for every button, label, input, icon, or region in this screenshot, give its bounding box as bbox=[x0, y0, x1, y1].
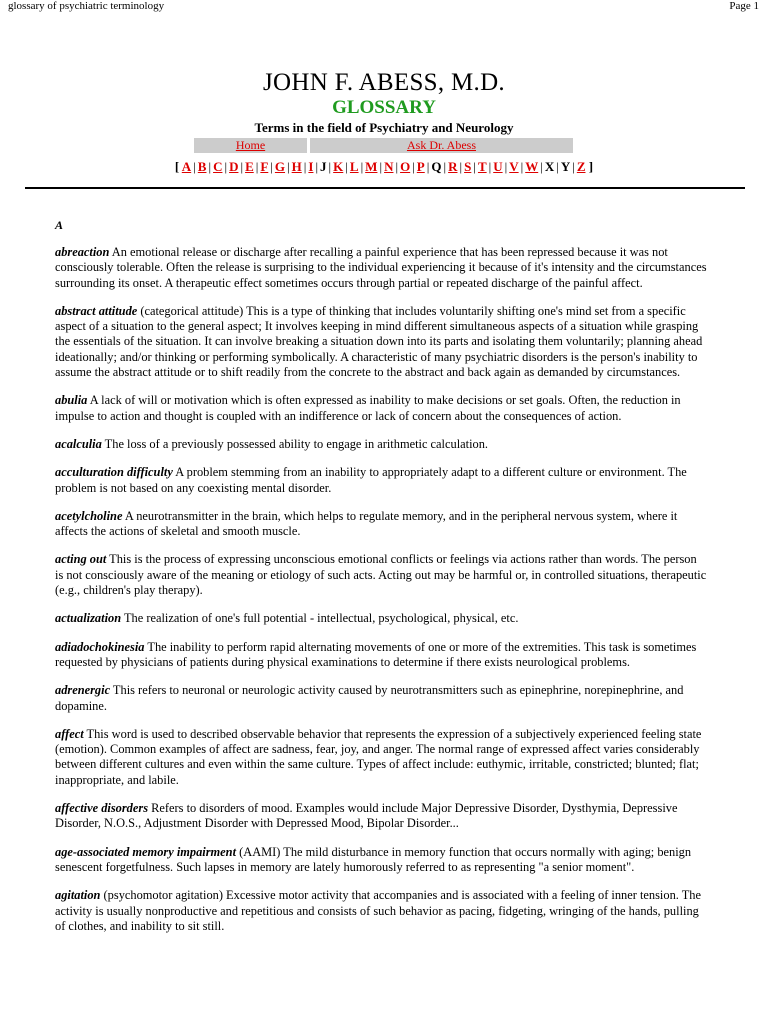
nav-home-cell bbox=[194, 138, 307, 153]
entry-term: acting out bbox=[55, 552, 107, 567]
nav-bar bbox=[194, 138, 574, 153]
ask-dr-abess-link[interactable]: Ask Dr. Abess bbox=[406, 138, 476, 152]
letter-p-link[interactable]: P bbox=[416, 159, 425, 174]
letter-v-link[interactable]: V bbox=[509, 159, 519, 174]
entry-term: actualization bbox=[55, 611, 122, 626]
glossary-entry bbox=[55, 611, 707, 626]
alphabet-separator: | bbox=[488, 159, 492, 174]
letter-q-label: Q bbox=[431, 159, 442, 174]
glossary-entry bbox=[55, 304, 707, 380]
page-number: Page 1 bbox=[729, 0, 759, 12]
alphabet-separator: | bbox=[303, 159, 307, 174]
alphabet-separator: | bbox=[412, 159, 415, 174]
glossary-entry bbox=[55, 640, 707, 671]
nav-ask-cell bbox=[310, 138, 573, 153]
alphabet-separator: | bbox=[473, 159, 476, 174]
alphabet-index bbox=[0, 158, 768, 175]
alphabet-separator: | bbox=[193, 159, 196, 174]
entry-definition: (psychomotor agitation) Excessive motor activity that accompanies and is associated with a feeling of inner tension. The activity is usually nonproductive and repetitious and consists of such behavior as pacing, fidgeting, wringing of the hands, pulling of clothes, and inability to sit still. bbox=[55, 888, 701, 933]
glossary-heading: GLOSSARY bbox=[332, 97, 436, 118]
alphabet-open-bracket: [ bbox=[174, 159, 180, 174]
letter-e-link[interactable]: E bbox=[245, 159, 254, 174]
alphabet-letters bbox=[182, 159, 589, 174]
entry-term: abreaction bbox=[55, 245, 110, 259]
alphabet-close-bracket: ] bbox=[588, 159, 594, 174]
alphabet-separator: | bbox=[240, 159, 244, 174]
glossary-tagline: Terms in the field of Psychiatry and Neurology bbox=[254, 120, 514, 135]
letter-t-link[interactable]: T bbox=[477, 159, 487, 174]
alphabet-separator: | bbox=[426, 159, 430, 174]
entry-definition: A neurotransmitter in the brain, which helps to regulate memory, and in the peripheral nervous system, where it affects the actions of skeletal and smooth muscle. bbox=[55, 508, 678, 539]
alphabet-separator: | bbox=[520, 159, 524, 174]
glossary-entry bbox=[55, 552, 707, 598]
glossary-entry bbox=[55, 393, 707, 424]
entry-term: affective disorders bbox=[55, 801, 149, 816]
entry-definition: A lack of will or motivation which is often expressed as inability to make decisions or set goals. Often, the reduction in impulse to action and thought is coupled with an indifference or lack of concern about the consequences of action. bbox=[55, 393, 681, 423]
entry-definition: An emotional release or discharge after recalling a painful experience that has been repressed because it was not consciously tolerable. Often the release is surprising to the individual experiencing it because of it's intensity and the circumstances surrounding its onset. A therapeutic effect sometimes occurs through partial or repeated discharge of the painful affect. bbox=[55, 245, 707, 290]
letter-h-link[interactable]: H bbox=[291, 159, 302, 174]
letter-b-link[interactable]: B bbox=[197, 159, 207, 174]
alphabet-separator: | bbox=[328, 159, 332, 174]
entry-definition: The inability to perform rapid alternating movements of one or more of the extremities. This task is sometimes requested by physicians of patients during physical examinations to determine if there exists neurological problems. bbox=[55, 639, 697, 669]
letter-y-label: Y bbox=[560, 159, 571, 174]
glossary-entry bbox=[55, 801, 707, 832]
entry-term: affect bbox=[55, 726, 84, 741]
alphabet-separator: | bbox=[208, 159, 212, 174]
glossary-entry bbox=[55, 245, 707, 291]
letter-w-link[interactable]: W bbox=[525, 159, 539, 174]
alphabet-separator: | bbox=[572, 159, 575, 174]
alphabet-separator: | bbox=[379, 159, 383, 174]
letter-j-label: J bbox=[320, 159, 327, 174]
masthead bbox=[0, 68, 768, 137]
alphabet-separator: | bbox=[459, 159, 463, 174]
letter-k-link[interactable]: K bbox=[333, 159, 344, 174]
letter-m-link[interactable]: M bbox=[365, 159, 378, 174]
entry-definition: The realization of one's full potential - intellectual, psychological, physical, etc. bbox=[121, 611, 519, 626]
section-letter: A bbox=[55, 218, 64, 232]
letter-l-link[interactable]: L bbox=[349, 159, 359, 174]
alphabet-separator: | bbox=[443, 159, 447, 174]
letter-r-link[interactable]: R bbox=[448, 159, 458, 174]
header-divider bbox=[25, 187, 745, 189]
alphabet-separator: | bbox=[345, 159, 348, 174]
glossary-entry bbox=[55, 888, 707, 934]
alphabet-separator: | bbox=[315, 159, 319, 174]
letter-g-link[interactable]: G bbox=[274, 159, 286, 174]
alphabet-separator: | bbox=[556, 159, 559, 174]
entry-definition: This is the process of expressing unconscious emotional conflicts or feelings via actions rather than words. The person is not consciously aware of the meaning or etiology of such acts. Acting out may be harmful or, in controlled situations, therapeutic (e.g., children's play therapy). bbox=[55, 552, 707, 598]
letter-d-link[interactable]: D bbox=[229, 159, 239, 174]
glossary-entries bbox=[55, 245, 707, 934]
entry-definition: (AAMI) The mild disturbance in memory function that occurs normally with aging; benign senescent forgetfulness. Such lapses in memory are lately humorously referred to as representing "a senior moment". bbox=[55, 844, 692, 874]
alphabet-separator: | bbox=[224, 159, 228, 174]
letter-i-link[interactable]: I bbox=[308, 159, 314, 174]
alphabet-separator: | bbox=[287, 159, 290, 174]
alphabet-separator: | bbox=[504, 159, 508, 174]
entry-term: acculturation difficulty bbox=[55, 465, 173, 480]
alphabet-separator: | bbox=[360, 159, 364, 174]
letter-x-label: X bbox=[544, 159, 555, 174]
home-link[interactable]: Home bbox=[235, 138, 266, 152]
letter-o-link[interactable]: O bbox=[400, 159, 411, 174]
letter-u-link[interactable]: U bbox=[493, 159, 503, 174]
entry-term: adrenergic bbox=[55, 683, 111, 698]
letter-z-link[interactable]: Z bbox=[576, 159, 586, 174]
page-header bbox=[0, 0, 768, 16]
glossary-content bbox=[55, 217, 707, 947]
entry-definition: (categorical attitude) This is a type of thinking that includes voluntarily shifting one's mind set from a specific aspect of a situation to the general aspect; It involves keeping in mind different simultaneous aspects of a situation while grasping the essentials of the situation. It can involve breaking a situation down into its parts and isolating them voluntarily; planning ahead ideationally; and/or thinking or performing symbolically. A characteristic of many psychiatric disorders is the person's inability to assume the abstract attitude or to shift readily from the concrete to the abstract and back again as demanded by circumstances. bbox=[55, 303, 703, 380]
glossary-entry bbox=[55, 509, 707, 540]
entry-definition: Refers to disorders of mood. Examples would include Major Depressive Disorder, Dysthymia, Depressive Disorder, N.O.S., Adjustment Disorder with Depressed Mood, Bipolar Disorder... bbox=[55, 801, 678, 831]
glossary-entry bbox=[55, 437, 707, 452]
entry-definition: This refers to neuronal or neurologic activity caused by neurotransmitters such as epinephrine, norepinephrine, and dopamine. bbox=[55, 683, 684, 713]
glossary-entry bbox=[55, 727, 707, 788]
entry-term: adiadochokinesia bbox=[55, 639, 145, 654]
letter-a-link[interactable]: A bbox=[181, 159, 192, 174]
letter-n-link[interactable]: N bbox=[384, 159, 394, 174]
entry-term: acetylcholine bbox=[55, 508, 123, 523]
glossary-entry bbox=[55, 845, 707, 876]
site-title: JOHN F. ABESS, M.D. bbox=[263, 69, 505, 96]
page-header-title: glossary of psychiatric terminology bbox=[8, 0, 165, 12]
alphabet-separator: | bbox=[255, 159, 259, 174]
glossary-entry bbox=[55, 683, 707, 714]
entry-definition: This word is used to described observable behavior that represents the expression of a subjectively experienced feeling state (emotion). Common examples of affect are sadness, fear, joy, and anger. The normal range of expressed affect varies considerably between different cultures and even within the same culture. Types of affect include: euthymic, irritable, constricted; blunted; flat; inappropriate, and labile. bbox=[55, 726, 702, 787]
letter-s-link[interactable]: S bbox=[464, 159, 472, 174]
alphabet-separator: | bbox=[395, 159, 399, 174]
alphabet-separator: | bbox=[270, 159, 273, 174]
entry-term: agitation bbox=[55, 888, 101, 903]
alphabet-separator: | bbox=[540, 159, 543, 174]
entry-definition: A problem stemming from an inability to appropriately adapt to a different culture or environment. The problem is not based on any coexisting mental disorder. bbox=[55, 465, 687, 495]
glossary-entry bbox=[55, 465, 707, 496]
entry-term: acalculia bbox=[55, 436, 102, 451]
entry-term: abulia bbox=[55, 393, 88, 408]
entry-term: abstract attitude bbox=[55, 303, 138, 318]
entry-definition: The loss of a previously possessed ability to engage in arithmetic calculation. bbox=[101, 436, 489, 451]
letter-c-link[interactable]: C bbox=[213, 159, 223, 174]
letter-f-link[interactable]: F bbox=[260, 159, 269, 174]
entry-term: age-associated memory impairment bbox=[55, 844, 237, 859]
